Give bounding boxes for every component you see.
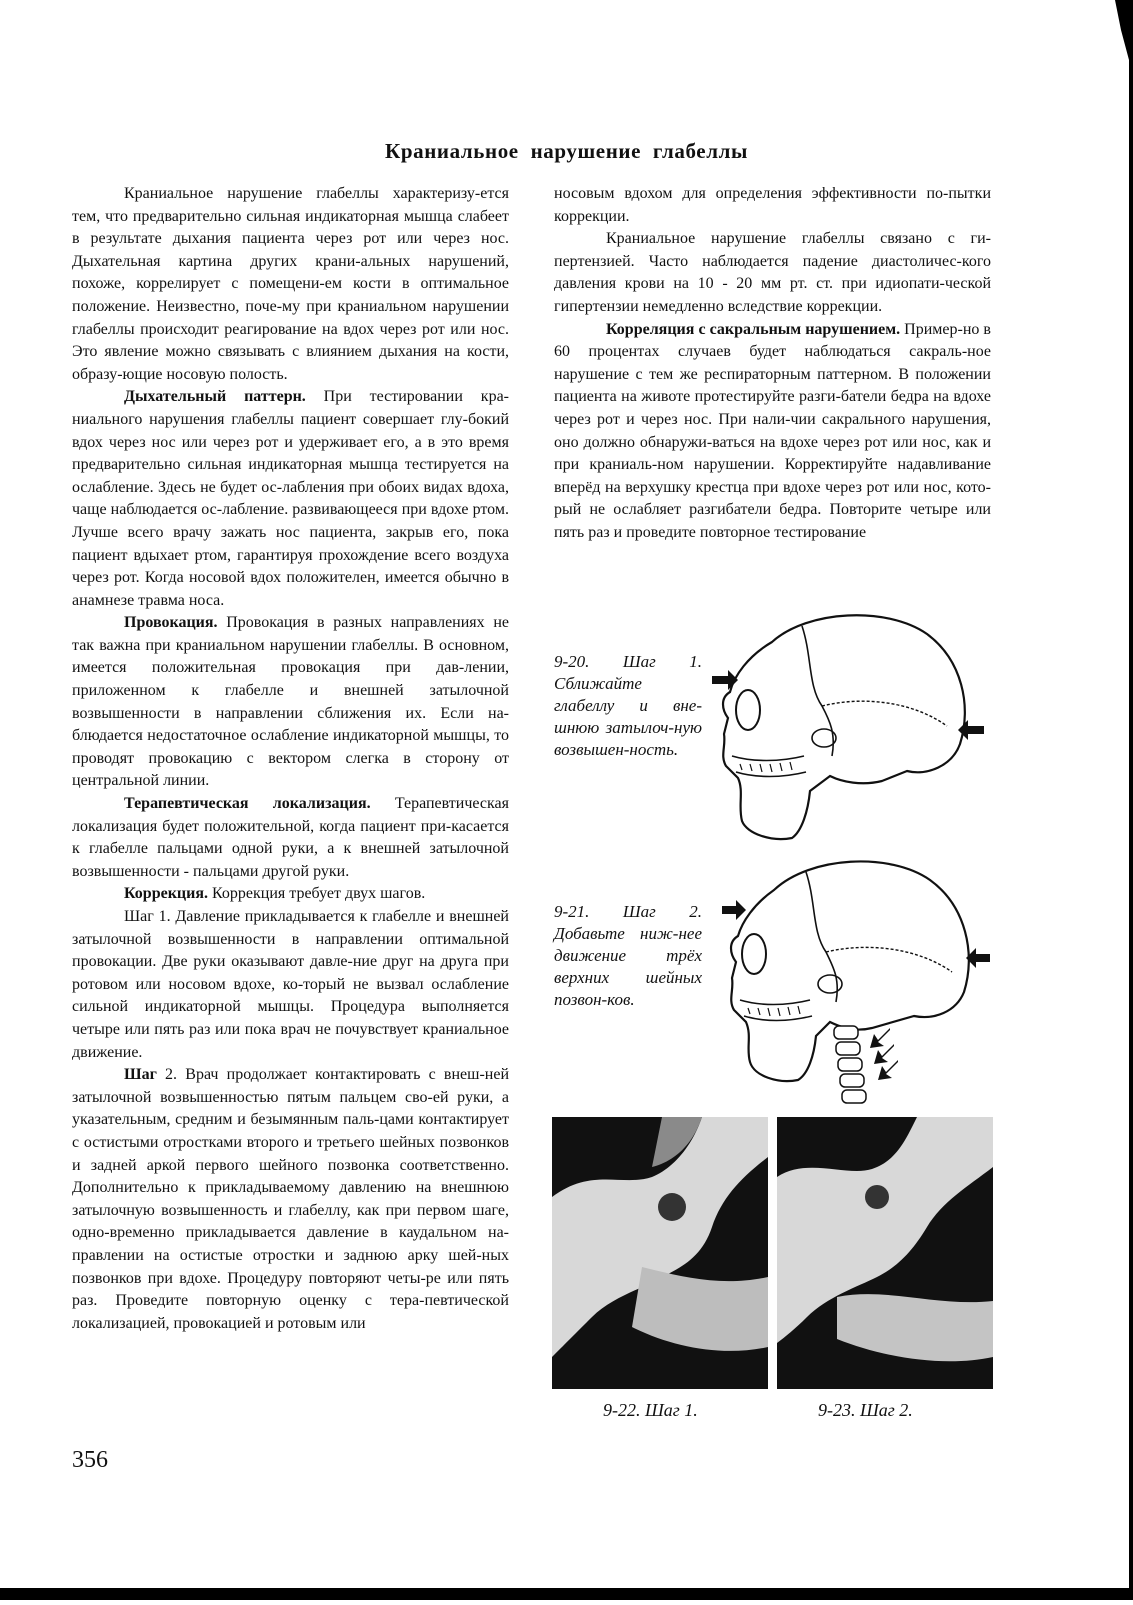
paragraph-step-2: Шаг 2. Врач продолжает контактировать с внеш-ней затылочной возвышенностью пятым пальцем сво-ей руки, а указательным, средним и безымянным паль-цами контактирует с остистыми отростками второго и третьего шейных позвонков и задней аркой первого шейного позвонка соответственно. Дополнительно к прикладываемому давлению на внешнюю затылочную возвышенность и глабеллу, как при первом шаге, одно-временно прикладывается давление в каудальном на-правлении на остистые отростки и заднюю арку шей-ных позвонков при вдохе. Процедуру повторяют четы-ре или пять раз. Проведите повторную оценку с тера-певтической локализацией, провокацией и ротовым или xyxy=(72,1066,509,1332)
left-column xyxy=(72,183,509,1335)
paragraph-therapy-localization: Терапевтическая локализация. Терапевтическая локализация будет положительной, когда пациент при-касается к глабелле пальцами одной руки, а к внешней затылочной возвышенности - пальцами другой руки. xyxy=(72,795,509,880)
paragraph-intro: Краниальное нарушение глабеллы характеризу-ется тем, что предварительно сильная индикаторная мышца слабеет в результате дыхания пациента через рот или через нос. Дыхательная картина других крани-альных нарушений, похоже, коррелирует с помещени-ем кости в оптимальное положение. Неизвестно, поче-му при краниальном нарушении глабеллы происходит реагирование на вдох через рот или нос. Это явление можно связывать с влиянием дыхания на кости, образу-ющие носовую полость. xyxy=(72,185,509,383)
skull-illustration-step-2 xyxy=(722,850,990,1108)
paragraph-correction: Коррекция. Коррекция требует двух шагов. xyxy=(124,885,426,903)
heading-correction: Коррекция. xyxy=(124,885,209,903)
heading-sacral-correlation: Корреляция с сакральным нарушением. xyxy=(606,320,901,338)
paragraph-breathing-pattern: Дыхательный паттерн. При тестировании кра-ниального нарушения глабеллы пациент совершает глу-бокий вдох через нос или через рот и удерживает его, а в это время предварительно сильная индикаторная мышца тестируется на ослабление. Здесь не будет ос-лабления при обоих видах вдоха, чаще наблюдается ос-лабление. развивающееся при вдохе ртом. Лучше всего врачу зажать нос пациента, закрыв его, пока пациент вдыхает ртом, гарантируя прохождение всего воздуха через рот. Когда носовой вдох положителен, имеется обычно в анамнезе травма носа. xyxy=(72,388,509,609)
scan-edge-bottom xyxy=(0,1588,1133,1600)
paragraph-step-1: Шаг 1. Давление прикладывается к глабелле и внешней затылочной возвышенности в направлении оптимальной провокации. Две руки оказывают давле-ние друг на друга при ротовом или носовом вдохе, ко-торый не вызвал ослабление сильной индикаторной мышцы. Процедура выполняется четыре или пять раз или пока врач не почувствует краниальное движение. xyxy=(72,908,509,1061)
photo-step-1 xyxy=(552,1117,768,1389)
paragraph-sacral-correlation: Корреляция с сакральным нарушением. Пример-но в 60 процентах случаев будет наблюдаться сакраль-ное нарушение с тем же респираторным паттерном. В положении пациента на животе протестируйте разги-батели бедра на вдохе через рот и через нос. При нали-чии сакрального нарушения, оно должно обнаружи-ваться на вдохе через рот или нос, как и при краниаль-ном нарушении. Корректируйте надавливание вперёд на верхушку крестца при вдохе через рот или нос, кото-рый не ослабляет разгибатели бедра. Повторите четыре или пять раз и проведите повторное тестирование xyxy=(554,320,991,541)
heading-step-2: Шаг xyxy=(124,1066,157,1084)
page-title: Краниальное нарушение глабеллы xyxy=(385,139,748,164)
photo-step-2 xyxy=(777,1117,993,1389)
paragraph-provocation: Провокация. Провокация в разных направлениях не так важна при краниальном нарушении глабеллы. В основном, имеется положительная провокация при дав-лении, приложенном к глабелле и внешней затылочной возвышенности в направлении сближения их. Если на-блюдается недостаточное ослабление индикаторной мышцы, то проводят провокацию с вектором слегка в сторону от центральной линии. xyxy=(72,614,509,790)
page-number: 356 xyxy=(72,1447,108,1473)
scan-edge-right xyxy=(1107,0,1133,1600)
figure-9-20-caption: 9-20. Шаг 1. Сближайте глабеллу и вне-шнюю затылоч-ную возвышен-ность. xyxy=(554,652,702,759)
paragraph-hypertension: Краниальное нарушение глабеллы связано с ги-пертензией. Часто наблюдается падение диастоличес-кого давления крови на 10 - 20 мм рт. ст. при идиопати-ческой гипертензии немедленно вследствие коррекции. xyxy=(554,230,991,315)
figure-9-21-caption: 9-21. Шаг 2. Добавьте ниж-нее движение трёх верхних шейных позвон-ков. xyxy=(554,902,702,1009)
figure-9-22-caption: 9-22. Шаг 1. xyxy=(603,1400,698,1420)
skull-illustration-step-1 xyxy=(712,606,984,844)
heading-breathing-pattern: Дыхательный паттерн. xyxy=(124,388,306,406)
heading-therapy-localization: Терапевтическая локализация. xyxy=(124,795,371,813)
right-column xyxy=(554,183,991,545)
paragraph-continuation: носовым вдохом для определения эффективности по-пытки коррекции. xyxy=(554,185,991,225)
heading-provocation: Провокация. xyxy=(124,614,218,632)
figure-9-23-caption: 9-23. Шаг 2. xyxy=(818,1400,913,1420)
